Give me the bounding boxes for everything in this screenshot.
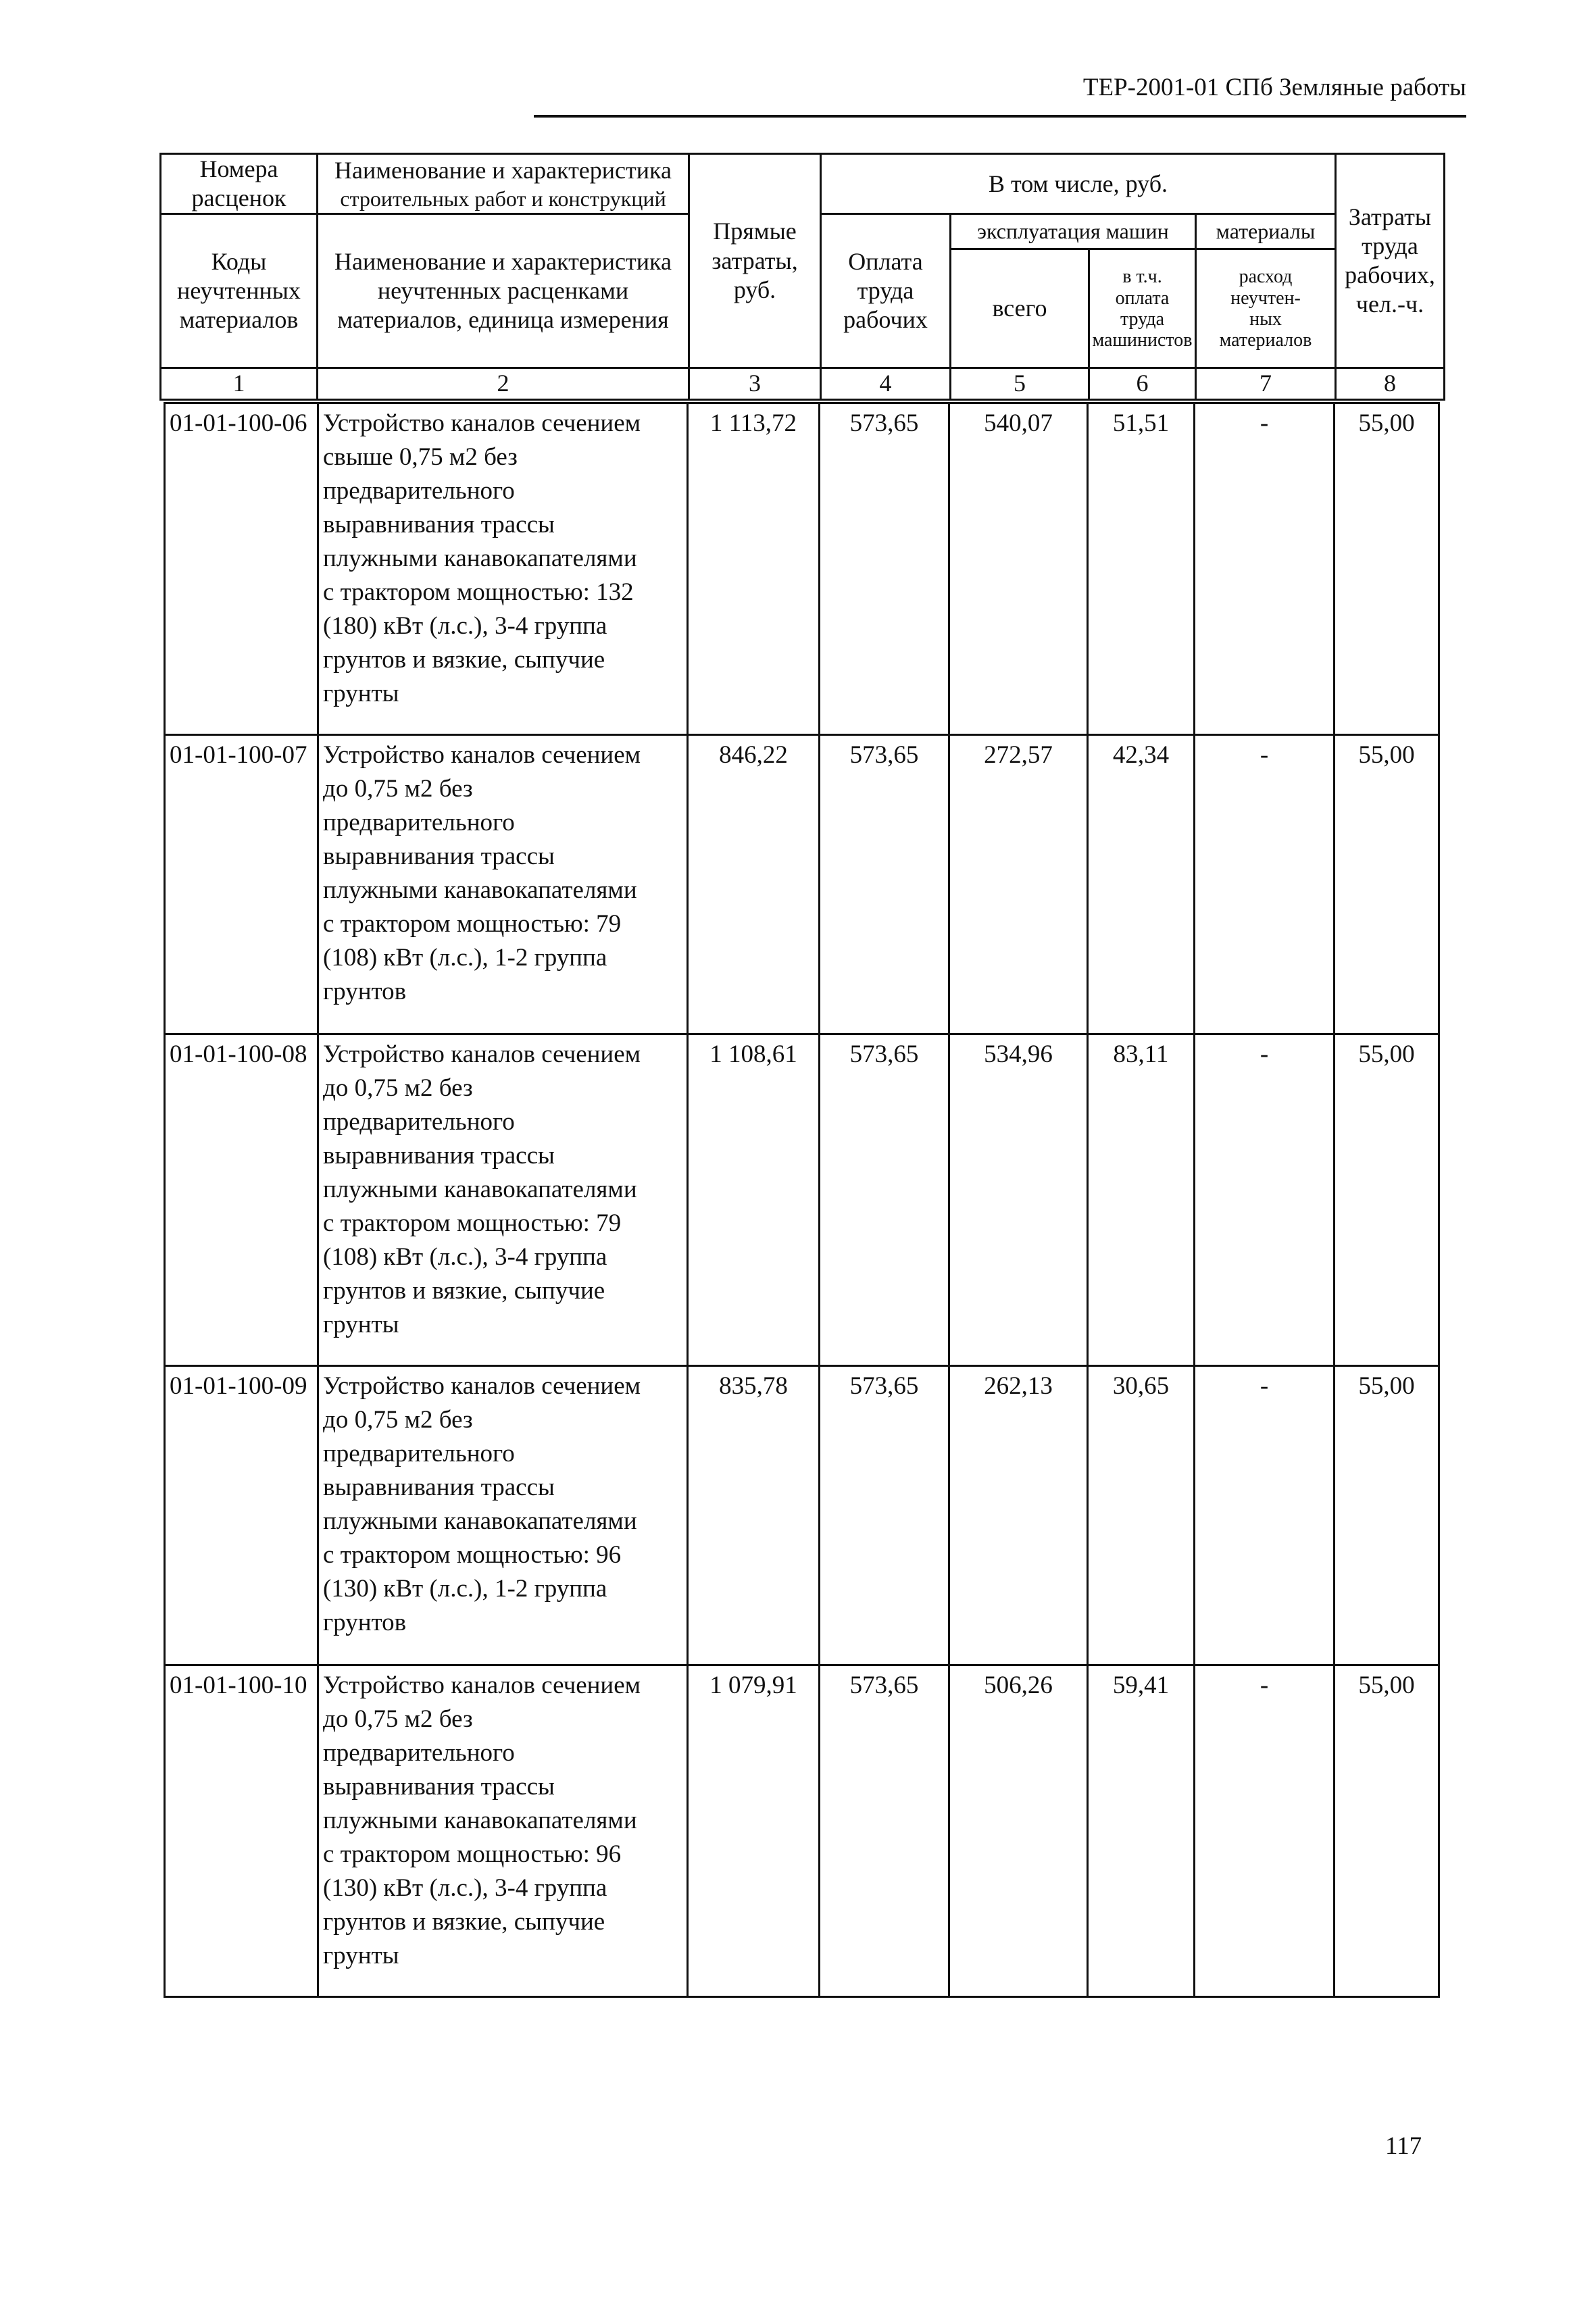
description-line: Устройство каналов сечением — [323, 1372, 641, 1400]
header-text: неучтен- — [1230, 287, 1301, 309]
description-line: плужными канавокапателями — [323, 545, 637, 572]
rate-code-cell: 01-01-100-10 — [165, 1665, 318, 1997]
labor-pay-cell: 573,65 — [820, 1034, 949, 1366]
description-line: Устройство каналов сечением — [323, 1671, 641, 1699]
materials-consumption-cell: - — [1195, 1366, 1335, 1665]
labor-hours-cell: 55,00 — [1335, 1034, 1439, 1366]
header-text: труда — [1362, 232, 1418, 259]
machines-total-cell: 506,26 — [949, 1665, 1088, 1997]
operators-pay-cell: 59,41 — [1088, 1665, 1195, 1997]
work-description-cell — [318, 1366, 688, 1665]
description-line: плужными канавокапателями — [323, 1807, 637, 1834]
description-line: (130) кВт (л.с.), 3-4 группа — [323, 1874, 607, 1902]
operators-pay-cell: 51,51 — [1088, 403, 1195, 735]
labor-pay-cell: 573,65 — [820, 735, 949, 1034]
description-line: выравнивания трассы — [323, 1142, 555, 1169]
work-description-cell — [318, 1034, 688, 1366]
page-number: 117 — [1385, 2132, 1422, 2160]
machines-total-cell: 262,13 — [949, 1366, 1088, 1665]
labor-hours-cell: 55,00 — [1335, 1366, 1439, 1665]
header-material-name — [318, 214, 689, 368]
direct-costs-cell: 1 079,91 — [688, 1665, 820, 1997]
column-number: 8 — [1336, 368, 1445, 399]
header-text: чел.-ч. — [1355, 291, 1424, 318]
description-line: с трактором мощностью: 96 — [323, 1541, 622, 1569]
description-line: плужными канавокапателями — [323, 1507, 637, 1535]
header-including-group: В том числе, руб. — [821, 154, 1336, 214]
materials-consumption-cell: - — [1195, 1034, 1335, 1366]
rate-code-cell: 01-01-100-08 — [165, 1034, 318, 1366]
labor-hours-cell: 55,00 — [1335, 403, 1439, 735]
description-line: выравнивания трассы — [323, 511, 555, 538]
description-line: до 0,75 м2 без — [323, 1705, 473, 1733]
description-line: (130) кВт (л.с.), 1-2 группа — [323, 1575, 607, 1603]
machines-total-cell: 272,57 — [949, 735, 1088, 1034]
machines-total-cell: 534,96 — [949, 1034, 1088, 1366]
work-description-cell — [318, 1665, 688, 1997]
header-machines-total: всего — [951, 249, 1089, 368]
header-text: неучтенных — [177, 277, 301, 305]
description-line: предварительного — [323, 1739, 515, 1767]
header-text: Затраты — [1348, 203, 1432, 230]
description-line: предварительного — [323, 1108, 515, 1136]
materials-consumption-cell: - — [1195, 1665, 1335, 1997]
table-row — [165, 1034, 1439, 1366]
table-header — [159, 153, 1445, 401]
header-machines-group: эксплуатация машин — [951, 214, 1196, 249]
description-line: грунты — [323, 1311, 399, 1338]
description-line: с трактором мощностью: 96 — [323, 1840, 622, 1868]
running-title: ТЕР-2001-01 СПб Земляные работы — [1082, 74, 1466, 101]
description-line: грунтов и вязкие, сыпучие — [323, 1277, 605, 1305]
header-text: Оплата — [848, 248, 923, 276]
header-text: материалов — [1219, 330, 1312, 351]
direct-costs-cell: 846,22 — [688, 735, 820, 1034]
column-number: 4 — [821, 368, 951, 399]
labor-hours-cell: 55,00 — [1335, 735, 1439, 1034]
header-text: труда — [1120, 308, 1165, 330]
header-labor-hours — [1336, 154, 1445, 368]
rate-code-cell: 01-01-100-07 — [165, 735, 318, 1034]
description-line: выравнивания трассы — [323, 1773, 555, 1801]
header-text: Коды — [211, 248, 267, 276]
table-row — [165, 1665, 1439, 1997]
labor-pay-cell: 573,65 — [820, 1366, 949, 1665]
header-text: в т.ч. — [1122, 266, 1162, 288]
header-rate-numbers — [161, 154, 318, 214]
header-text: расход — [1239, 266, 1293, 288]
description-line: (180) кВт (л.с.), 3-4 группа — [323, 612, 607, 640]
header-text: Прямые — [713, 218, 797, 245]
description-line: с трактором мощностью: 79 — [323, 910, 622, 938]
materials-consumption-cell: - — [1195, 735, 1335, 1034]
description-line: плужными канавокапателями — [323, 876, 637, 904]
description-line: с трактором мощностью: 79 — [323, 1209, 622, 1237]
header-text: машинистов — [1092, 330, 1193, 351]
table-row — [165, 403, 1439, 735]
work-description-cell — [318, 735, 688, 1034]
column-number: 5 — [951, 368, 1089, 399]
materials-consumption-cell: - — [1195, 403, 1335, 735]
rates-table — [164, 402, 1440, 1998]
table-row — [165, 1366, 1439, 1665]
labor-hours-cell: 55,00 — [1335, 1665, 1439, 1997]
description-line: грунтов и вязкие, сыпучие — [323, 1908, 605, 1936]
description-line: (108) кВт (л.с.), 1-2 группа — [323, 944, 607, 972]
description-line: плужными канавокапателями — [323, 1176, 637, 1203]
header-work-name — [318, 154, 689, 214]
header-materials-group: материалы — [1196, 214, 1336, 249]
header-rule — [534, 115, 1466, 118]
description-line: Устройство каналов сечением — [323, 409, 641, 437]
rates-table-body — [165, 403, 1439, 1997]
machines-total-cell: 540,07 — [949, 403, 1088, 735]
description-line: предварительного — [323, 477, 515, 505]
description-line: грунтов — [323, 978, 407, 1005]
header-text: ных — [1249, 308, 1282, 330]
header-text: рабочих, — [1345, 261, 1435, 289]
column-number: 1 — [161, 368, 318, 399]
header-text: труда — [857, 277, 914, 305]
description-line: до 0,75 м2 без — [323, 1074, 473, 1102]
description-line: свыше 0,75 м2 без — [323, 443, 518, 471]
description-line: грунтов и вязкие, сыпучие — [323, 646, 605, 674]
description-line: грунты — [323, 680, 399, 707]
direct-costs-cell: 1 108,61 — [688, 1034, 820, 1366]
header-text: Номера — [199, 155, 278, 182]
labor-pay-cell: 573,65 — [820, 1665, 949, 1997]
labor-pay-cell: 573,65 — [820, 403, 949, 735]
description-line: предварительного — [323, 1440, 515, 1467]
header-text: затраты, — [712, 247, 798, 274]
description-line: грунтов — [323, 1609, 407, 1636]
direct-costs-cell: 1 113,72 — [688, 403, 820, 735]
rate-code-cell: 01-01-100-09 — [165, 1366, 318, 1665]
header-text: строительных работ и конструкций — [340, 186, 666, 211]
operators-pay-cell: 83,11 — [1088, 1034, 1195, 1366]
direct-costs-cell: 835,78 — [688, 1366, 820, 1665]
description-line: грунты — [323, 1942, 399, 1969]
description-line: Устройство каналов сечением — [323, 741, 641, 769]
header-materials-consumption — [1196, 249, 1336, 368]
description-line: предварительного — [323, 809, 515, 836]
header-text: Наименование и характеристика — [334, 248, 672, 276]
column-number: 3 — [689, 368, 821, 399]
header-direct-costs — [689, 154, 821, 368]
header-material-codes — [161, 214, 318, 368]
column-number-row — [161, 368, 1445, 399]
description-line: (108) кВт (л.с.), 3-4 группа — [323, 1243, 607, 1271]
description-line: Устройство каналов сечением — [323, 1040, 641, 1068]
header-text: руб. — [733, 276, 776, 303]
description-line: с трактором мощностью: 132 — [323, 578, 634, 606]
operators-pay-cell: 30,65 — [1088, 1366, 1195, 1665]
column-number: 6 — [1089, 368, 1196, 399]
column-number: 2 — [318, 368, 689, 399]
header-text: рабочих — [843, 306, 928, 334]
work-description-cell — [318, 403, 688, 735]
table-row — [165, 735, 1439, 1034]
description-line: до 0,75 м2 без — [323, 775, 473, 803]
header-labor-pay — [821, 214, 951, 368]
description-line: до 0,75 м2 без — [323, 1406, 473, 1434]
header-operators-pay — [1089, 249, 1196, 368]
operators-pay-cell: 42,34 — [1088, 735, 1195, 1034]
description-line: выравнивания трассы — [323, 842, 555, 870]
column-number: 7 — [1196, 368, 1336, 399]
header-text: материалов, единица измерения — [337, 306, 669, 334]
description-line: выравнивания трассы — [323, 1474, 555, 1501]
header-text: неучтенных расценками — [377, 277, 629, 305]
header-text: расценок — [191, 184, 286, 212]
header-text: Наименование и характеристика — [334, 157, 672, 184]
rate-code-cell: 01-01-100-06 — [165, 403, 318, 735]
header-text: оплата — [1115, 287, 1170, 309]
header-text: материалов — [179, 306, 299, 334]
